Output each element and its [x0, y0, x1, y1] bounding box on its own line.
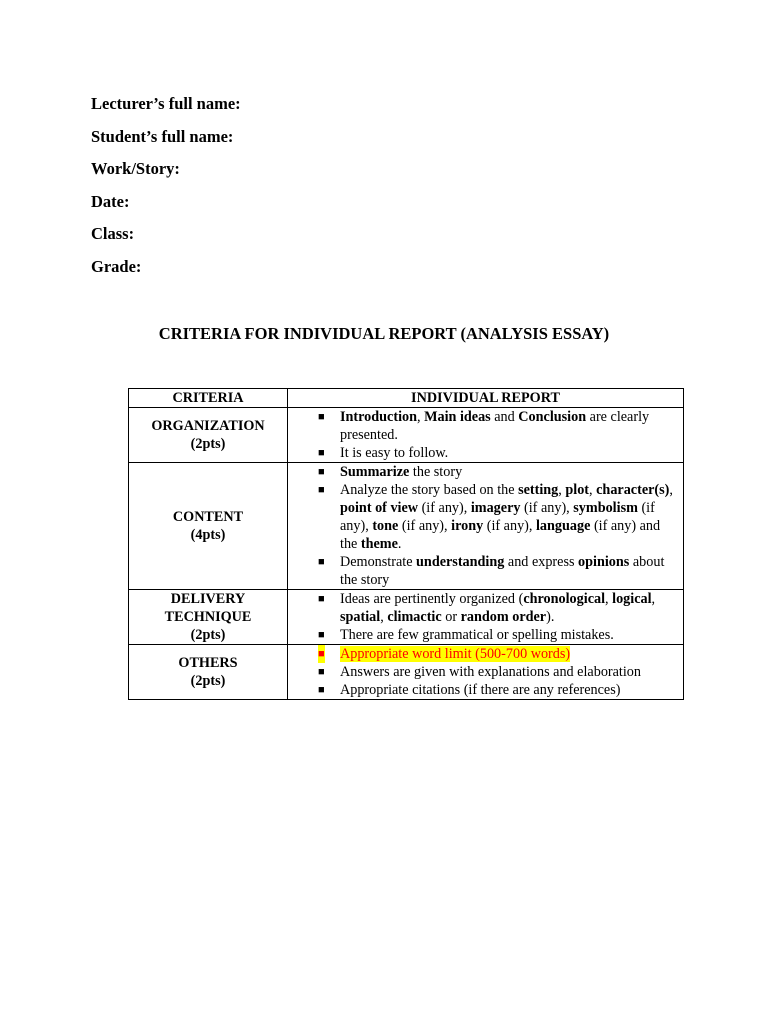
criteria-label: (2pts)	[190, 673, 226, 689]
lecturer-name-label: Lecturer’s full name:	[91, 94, 241, 113]
table-row	[129, 463, 684, 590]
bold-term: logical	[612, 591, 652, 607]
square-bullet-icon: ■	[318, 484, 325, 496]
list-item	[288, 645, 683, 663]
report-column-header: INDIVIDUAL REPORT	[288, 389, 684, 408]
criteria-label: (2pts)	[190, 627, 226, 643]
square-bullet-icon: ■	[318, 556, 325, 568]
item-text: about the story	[340, 554, 665, 588]
criteria-label: (2pts)	[190, 436, 226, 452]
item-text: (if any),	[398, 518, 452, 534]
item-text: (if any),	[520, 500, 574, 516]
item-text: (if any),	[483, 518, 536, 534]
criteria-cell	[129, 463, 288, 590]
criteria-cell	[129, 645, 288, 700]
item-text: and express	[504, 554, 579, 570]
criteria-column-header: CRITERIA	[129, 389, 288, 408]
item-text: ,	[669, 482, 673, 498]
item-text: are clearly presented.	[340, 409, 650, 443]
square-bullet-icon: ■	[318, 593, 325, 605]
report-cell	[288, 408, 684, 463]
bold-term: character(s)	[596, 482, 670, 498]
square-bullet-icon: ■	[318, 645, 325, 663]
bold-term: Conclusion	[518, 409, 587, 425]
bold-term: random order	[460, 609, 547, 625]
bullet-list	[288, 590, 683, 644]
item-text: the story	[409, 464, 463, 480]
square-bullet-icon: ■	[318, 666, 325, 678]
student-name-label: Student’s full name:	[91, 126, 234, 146]
item-text: ).	[546, 609, 555, 625]
report-cell	[288, 590, 684, 645]
bold-term: opinions	[578, 554, 630, 570]
table-row	[129, 408, 684, 463]
item-text: Appropriate citations (if there are any references)	[340, 682, 621, 698]
criteria-label: (4pts)	[190, 527, 226, 543]
list-item	[288, 626, 683, 644]
item-text: Ideas are pertinently organized (	[340, 591, 524, 607]
bold-term: setting	[518, 482, 559, 498]
item-text: Demonstrate	[340, 554, 417, 570]
list-item	[288, 444, 683, 462]
work-story-label: Work/Story:	[91, 159, 180, 179]
item-text: It is easy to follow.	[340, 445, 449, 461]
criteria-label: DELIVERY	[170, 591, 246, 607]
criteria-label: TECHNIQUE	[164, 609, 252, 625]
criteria-cell	[129, 590, 288, 645]
highlighted-text: Appropriate word limit (500-700 words)	[340, 646, 571, 662]
list-item	[288, 408, 683, 444]
item-text: Answers are given with explanations and elaboration	[340, 664, 641, 680]
list-item	[288, 463, 683, 481]
date-label: Date:	[91, 191, 130, 211]
criteria-table	[128, 388, 684, 700]
list-item	[288, 553, 683, 589]
item-text: and	[490, 409, 519, 425]
item-text: (if any) and the	[340, 518, 661, 552]
bold-term: theme	[360, 536, 398, 552]
bullet-list	[288, 645, 683, 699]
bold-term: point of view	[340, 500, 419, 516]
bold-term: Main ideas	[424, 409, 491, 425]
bold-term: spatial	[340, 609, 381, 625]
bold-term: chronological	[523, 591, 606, 607]
list-item	[288, 590, 683, 626]
grade-label: Grade:	[91, 256, 142, 276]
item-text: .	[397, 536, 402, 552]
criteria-cell	[129, 408, 288, 463]
bold-term: climactic	[387, 609, 442, 625]
item-text: ,	[605, 591, 613, 607]
bold-term: understanding	[416, 554, 505, 570]
item-text: ,	[589, 482, 597, 498]
item-text: ,	[558, 482, 566, 498]
list-item	[288, 663, 683, 681]
header-fields	[91, 92, 241, 288]
square-bullet-icon: ■	[318, 629, 325, 641]
item-text: ,	[651, 591, 656, 607]
bold-term: tone	[372, 518, 399, 534]
list-item	[288, 481, 683, 553]
item-text: (if any),	[418, 500, 471, 516]
table-header-row	[129, 389, 684, 408]
item-text: There are few grammatical or spelling mistakes.	[340, 627, 614, 643]
item-text: (if any),	[340, 500, 655, 534]
bullet-list	[288, 463, 683, 589]
bold-term: plot	[565, 482, 590, 498]
bullet-list	[288, 408, 683, 462]
document-title: CRITERIA FOR INDIVIDUAL REPORT (ANALYSIS ESSAY)	[158, 324, 610, 343]
item-text: or	[441, 609, 461, 625]
criteria-label: CONTENT	[172, 509, 244, 525]
report-cell	[288, 645, 684, 700]
square-bullet-icon: ■	[318, 447, 325, 459]
bold-term: Introduction	[340, 409, 417, 425]
item-text: Analyze the story based on the	[340, 482, 519, 498]
criteria-label: ORGANIZATION	[151, 418, 265, 434]
bold-term: imagery	[470, 500, 521, 516]
table-row	[129, 645, 684, 700]
bold-term: irony	[451, 518, 484, 534]
criteria-label: OTHERS	[178, 655, 238, 671]
item-text: ,	[417, 409, 425, 425]
item-text: ,	[380, 609, 388, 625]
class-label: Class:	[91, 224, 135, 244]
square-bullet-icon: ■	[318, 411, 325, 423]
criteria-table-body	[129, 408, 684, 700]
square-bullet-icon: ■	[318, 466, 325, 478]
report-cell	[288, 463, 684, 590]
bold-term: Summarize	[340, 464, 410, 480]
bold-term: language	[535, 518, 591, 534]
table-row	[129, 590, 684, 645]
list-item	[288, 681, 683, 699]
square-bullet-icon: ■	[318, 684, 325, 696]
bold-term: symbolism	[573, 500, 638, 516]
